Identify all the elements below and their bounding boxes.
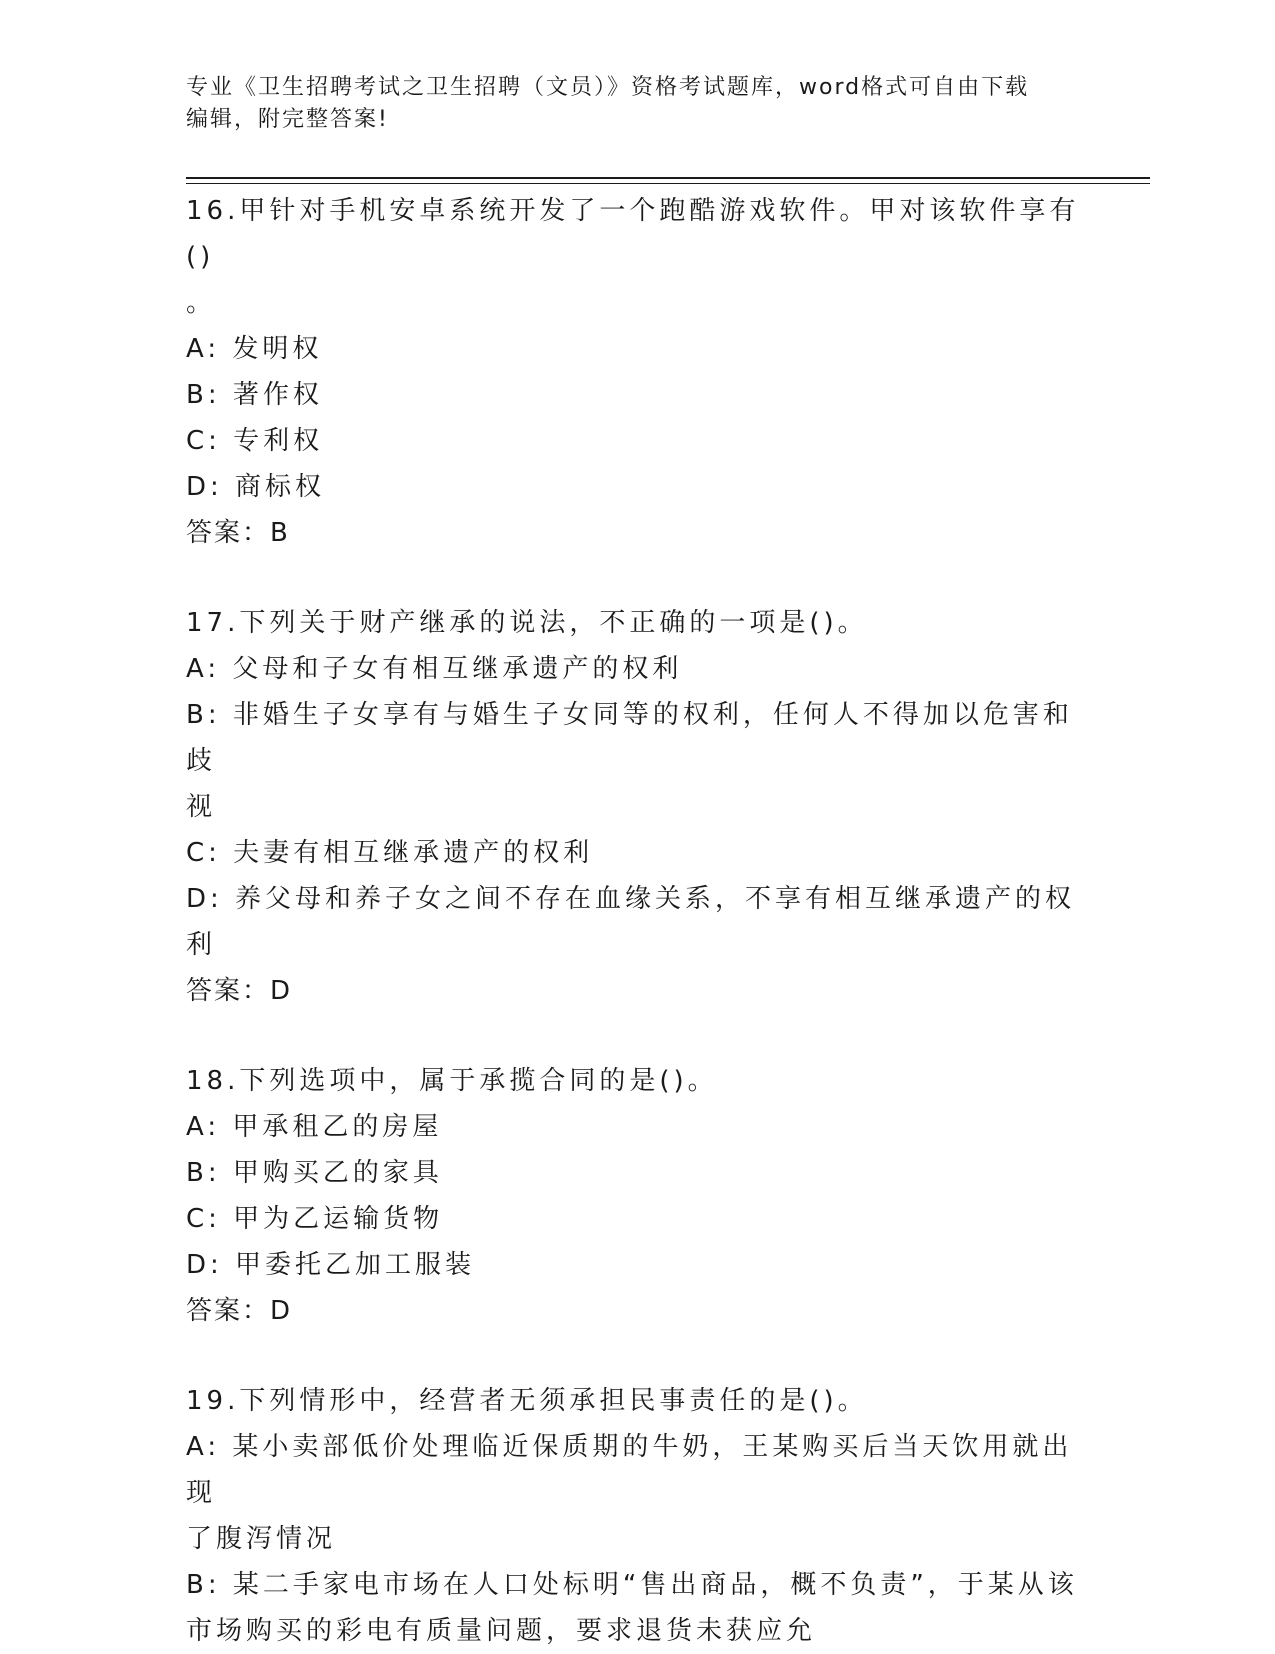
question-18 bbox=[186, 1058, 1086, 1334]
option-c: C: 甲为乙运输货物 bbox=[186, 1204, 444, 1234]
question-stem: 16.甲针对手机安卓系统开发了一个跑酷游戏软件。甲对该软件享有() bbox=[186, 196, 1080, 272]
question-spacer bbox=[186, 1014, 1086, 1058]
header-line-1: 专业《卫生招聘考试之卫生招聘（文员）》资格考试题库，word格式可自由下载 bbox=[186, 75, 1030, 100]
question-17 bbox=[186, 600, 1086, 1014]
option-d: D: 养父母和养子女之间不存在血缘关系，不享有相互继承遗产的权利 bbox=[186, 884, 1076, 960]
option-d: D: 甲委托乙加工服装 bbox=[186, 1250, 476, 1280]
question-list bbox=[186, 188, 1086, 1654]
option-a-continued: 了腹泻情况 bbox=[186, 1524, 337, 1554]
option-b: B: 非婚生子女享有与婚生子女同等的权利，任何人不得加以危害和歧 bbox=[186, 700, 1073, 776]
option-b: B: 某二手家电市场在人口处标明“售出商品，概不负责”，于某从该 bbox=[186, 1570, 1078, 1600]
question-16 bbox=[186, 188, 1086, 556]
option-c: C: 夫妻有相互继承遗产的权利 bbox=[186, 838, 594, 868]
option-d: D: 商标权 bbox=[186, 472, 326, 502]
option-b-continued: 市场购买的彩电有质量问题，要求退货未获应允 bbox=[186, 1616, 817, 1646]
question-stem: 17.下列关于财产继承的说法，不正确的一项是()。 bbox=[186, 608, 868, 638]
answer: 答案：D bbox=[186, 976, 293, 1006]
header-divider-thick bbox=[186, 177, 1150, 179]
answer: 答案：B bbox=[186, 518, 290, 548]
option-c: C: 专利权 bbox=[186, 426, 324, 456]
question-stem-continued: 。 bbox=[186, 288, 217, 318]
question-spacer bbox=[186, 1334, 1086, 1378]
option-a: A: 某小卖部低价处理临近保质期的牛奶，王某购买后当天饮用就出现 bbox=[186, 1432, 1073, 1508]
question-spacer bbox=[186, 556, 1086, 600]
option-b: B: 甲购买乙的家具 bbox=[186, 1158, 443, 1188]
option-a: A: 甲承租乙的房屋 bbox=[186, 1112, 443, 1142]
option-b: B: 著作权 bbox=[186, 380, 323, 410]
option-a: A: 父母和子女有相互继承遗产的权利 bbox=[186, 654, 683, 684]
question-19 bbox=[186, 1378, 1086, 1654]
option-a: A: 发明权 bbox=[186, 334, 323, 364]
option-b-continued: 视 bbox=[186, 792, 217, 822]
document-header bbox=[186, 72, 1086, 136]
question-stem: 19.下列情形中，经营者无须承担民事责任的是()。 bbox=[186, 1386, 868, 1416]
question-stem: 18.下列选项中，属于承揽合同的是()。 bbox=[186, 1066, 718, 1096]
header-line-2: 编辑，附完整答案! bbox=[186, 107, 389, 132]
answer: 答案：D bbox=[186, 1296, 293, 1326]
header-divider-thin bbox=[186, 183, 1150, 184]
